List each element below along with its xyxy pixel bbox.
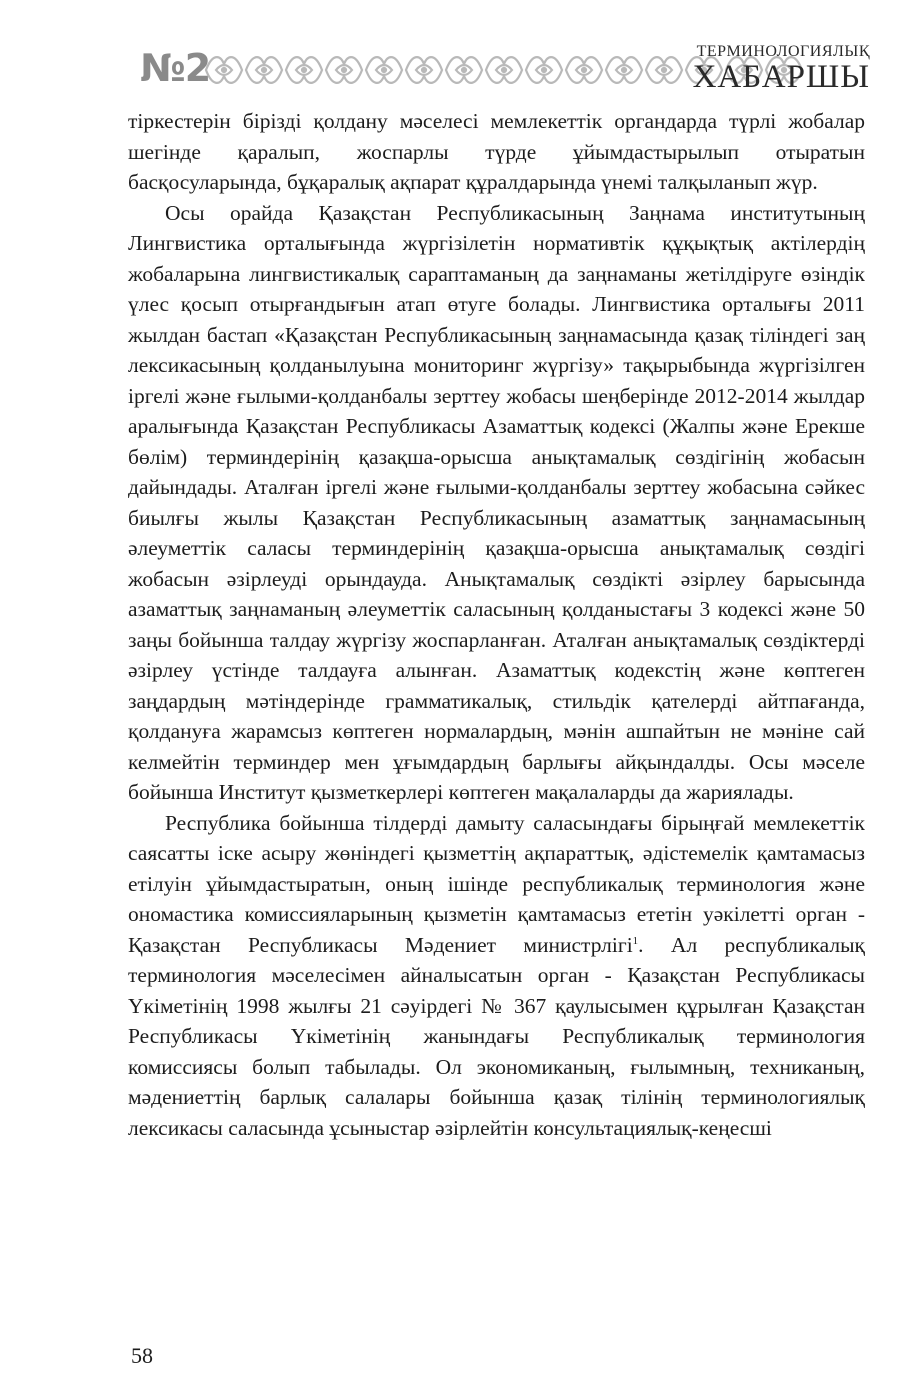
running-header	[140, 44, 870, 96]
paragraph-2: Осы орайда Қазақстан Республикасының Заңнама институтының Лингвистика орталығында жүргізілетін нормативтік құқықтық актілердің жобаларына лингвистикалық сараптаманың да заңнаманы жетілдіруге өзіндік үлес қосып отырғандығын атап өтуге болады. Лингвистика орталығы 2011 жылдан бастап «Қазақстан Республикасының заңнамасында қазақ тіліндегі заң лексикасының қолданылуына мониторинг жүргізу» тақырыбында жүргізілген іргелі және ғылыми-қолданбалы зерттеу жобасы шеңберінде 2012-2014 жылдар аралығында Қазақстан Республикасы Азаматтық кодексі (Жалпы және Ерекше бөлім) терминдерінің қазақша-орысша анықтамалық сөздігінің жобасын дайындады. Аталған іргелі және ғылыми-қолданбалы зерттеу жобасына сәйкес биылғы жылы Қазақстан Республикасының азаматтық заңнамасының әлеуметтік саласы терминдерінің қазақша-орысша анықтамалық сөздігі жобасын әзірлеуді орындауда. Анықтамалық сөздікті әзірлеу барысында азаматтық заңнаманың әлеуметтік саласының қолданыстағы 3 кодексі және 50 заңы бойынша талдау жүргізу жоспарланған. Аталған анықтамалық сөздіктерді әзірлеу үстінде талдауға алынған. Азаматтық кодекстің және көптеген заңдардың мәтіндерінде грамматикалық, стильдік қателерді айтпағанда, қолдануға жарамсыз көптеген нормалардың, мәнін ашпайтын не мәніне сай келмейтін терминдер мен ұғымдардың барлығы айқындалды. Осы мәселе бойынша Институт қызметкерлері көптеген мақалаларды да жариялады.	[128, 200, 865, 804]
page-number: 58	[131, 1343, 153, 1368]
journal-title-top: ТЕРМИНОЛОГИЯЛЫҚ	[696, 43, 870, 60]
journal-title	[693, 44, 870, 94]
paragraph-3-part-1: Республика бойынша тілдерді дамыту саласындағы бірыңғай мемлекеттік саясатты іске асыру жөніндегі қызметтің ақпараттық, әдістемелік қамтамасыз етілуін ұйымдастыратын, оның ішінде республикалық терминология және ономастика комиссияларының қызметін қамтамасыз ететін уәкілетті орган - Қазақстан Республикасы Мәдениет министрлігі	[128, 810, 865, 957]
issue-number: №2	[140, 46, 211, 90]
footnote-marker[interactable]: 1	[632, 934, 639, 947]
journal-title-main: ХАБАРШЫ	[692, 59, 870, 95]
paragraph-1: тіркестерін бірізді қолдану мәселесі мемлекеттік органдарда түрлі жобалар шегінде қаралып, жоспарлы түрде ұйымдастырылып отыратын басқосуларында, бұқаралық ақпарат құралдарында үнемі талқыланып жүр.	[128, 109, 865, 194]
article-body	[128, 106, 865, 1143]
paragraph-3	[128, 808, 865, 1144]
paragraph-3-part-2: . Ал республикалық терминология мәселесімен айналысатын орган - Қазақстан Республикасы Үкіметінің 1998 жылғы 21 сәуірдегі № 367 қаулысымен құрылған Қазақстан Республикасы Үкіметінің жанындағы Республикалық терминология комиссиясы болып табылады. Ол экономиканың, ғылымның, техниканың, мәдениеттің барлық салалары бойынша қазақ тілінің терминологиялық лексикасы саласында ұсыныстар әзірлейтін консультациялық-кеңесші	[128, 932, 865, 1140]
